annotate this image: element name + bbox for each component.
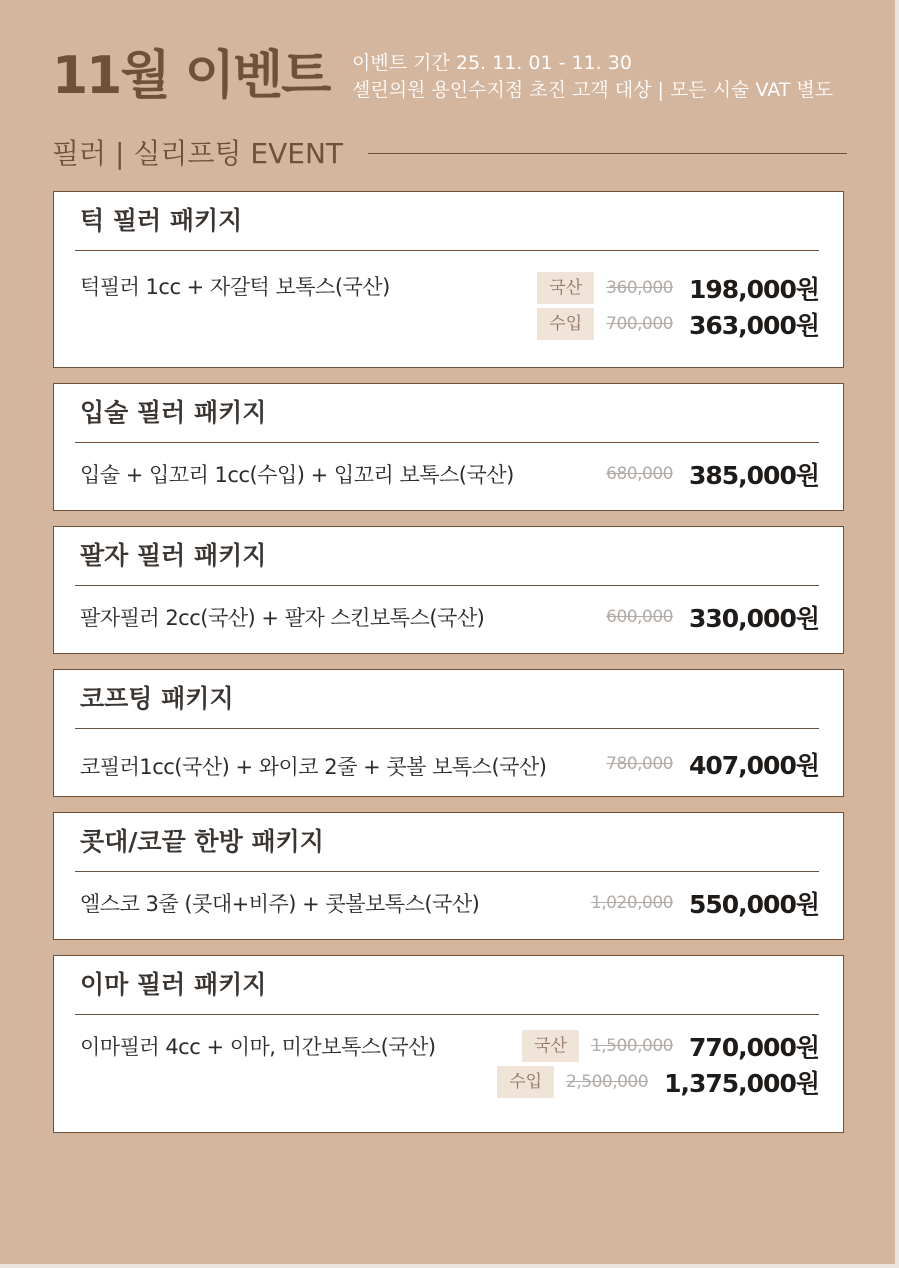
origin-tag: 국산 bbox=[537, 272, 594, 304]
original-price: 780,000 bbox=[606, 754, 673, 774]
price-row bbox=[606, 748, 819, 780]
section-header bbox=[52, 136, 847, 172]
package-description: 엘스코 3줄 (콧대+비주) + 콧볼보톡스(국산) bbox=[80, 892, 480, 916]
sale-price: 550,000원 bbox=[688, 890, 819, 919]
section-title: 필러 | 실리프팅 EVENT bbox=[52, 137, 344, 170]
event-title: 11월 이벤트 bbox=[52, 46, 330, 106]
price-row bbox=[537, 308, 819, 340]
package-title: 이마 필러 패키지 bbox=[80, 970, 267, 999]
origin-tag: 수입 bbox=[497, 1066, 554, 1098]
original-price: 1,020,000 bbox=[590, 893, 673, 913]
card-divider bbox=[75, 250, 819, 251]
package-description: 이마필러 4cc + 이마, 미간보톡스(국산) bbox=[80, 1035, 436, 1059]
package-card-forehead bbox=[53, 955, 844, 1133]
card-divider bbox=[75, 1014, 819, 1015]
sale-price: 1,375,000원 bbox=[664, 1069, 819, 1098]
event-notice: 셀린의원 용인수지점 초진 고객 대상 | 모든 시술 VAT 별도 bbox=[352, 79, 834, 101]
original-price: 600,000 bbox=[606, 607, 673, 627]
package-title: 입술 필러 패키지 bbox=[80, 398, 267, 427]
origin-tag: 국산 bbox=[522, 1030, 579, 1062]
price-row bbox=[497, 1066, 819, 1098]
origin-tag: 수입 bbox=[537, 308, 594, 340]
price-row bbox=[522, 1030, 819, 1062]
card-divider bbox=[75, 442, 819, 443]
package-description: 입술 + 입꼬리 1cc(수입) + 입꼬리 보톡스(국산) bbox=[80, 463, 514, 487]
original-price: 1,500,000 bbox=[590, 1036, 673, 1056]
package-card-nose bbox=[53, 669, 844, 797]
original-price: 680,000 bbox=[606, 464, 673, 484]
card-divider bbox=[75, 871, 819, 872]
price-row bbox=[606, 458, 819, 490]
original-price: 360,000 bbox=[606, 278, 673, 298]
original-price: 700,000 bbox=[606, 314, 673, 334]
package-title: 팔자 필러 패키지 bbox=[80, 541, 267, 570]
package-title: 턱 필러 패키지 bbox=[80, 206, 243, 235]
card-divider bbox=[75, 585, 819, 586]
card-divider bbox=[75, 728, 819, 729]
package-card-lip bbox=[53, 383, 844, 511]
package-title: 코프팅 패키지 bbox=[80, 684, 234, 713]
event-period: 이벤트 기간 25. 11. 01 - 11. 30 bbox=[352, 52, 632, 74]
package-card-nose-bridge bbox=[53, 812, 844, 940]
sale-price: 770,000원 bbox=[688, 1033, 819, 1062]
sale-price: 407,000원 bbox=[688, 751, 819, 780]
sale-price: 330,000원 bbox=[688, 604, 819, 633]
price-row bbox=[591, 887, 819, 919]
package-description: 코필러1cc(국산) + 와이코 2줄 + 콧볼 보톡스(국산) bbox=[80, 755, 547, 779]
package-card-nasolabial bbox=[53, 526, 844, 654]
sale-price: 363,000원 bbox=[688, 311, 819, 340]
package-card-chin bbox=[53, 191, 844, 368]
sale-price: 385,000원 bbox=[688, 461, 819, 490]
original-price: 2,500,000 bbox=[566, 1072, 649, 1092]
section-divider bbox=[368, 153, 847, 154]
price-row bbox=[606, 601, 819, 633]
price-row bbox=[537, 272, 819, 304]
sale-price: 198,000원 bbox=[688, 275, 819, 304]
package-description: 팔자필러 2cc(국산) + 팔자 스킨보톡스(국산) bbox=[80, 606, 485, 630]
event-meta bbox=[352, 50, 833, 104]
event-header bbox=[52, 44, 847, 114]
package-title: 콧대/코끝 한방 패키지 bbox=[80, 827, 324, 856]
package-description: 턱필러 1cc + 자갈턱 보톡스(국산) bbox=[80, 275, 390, 299]
